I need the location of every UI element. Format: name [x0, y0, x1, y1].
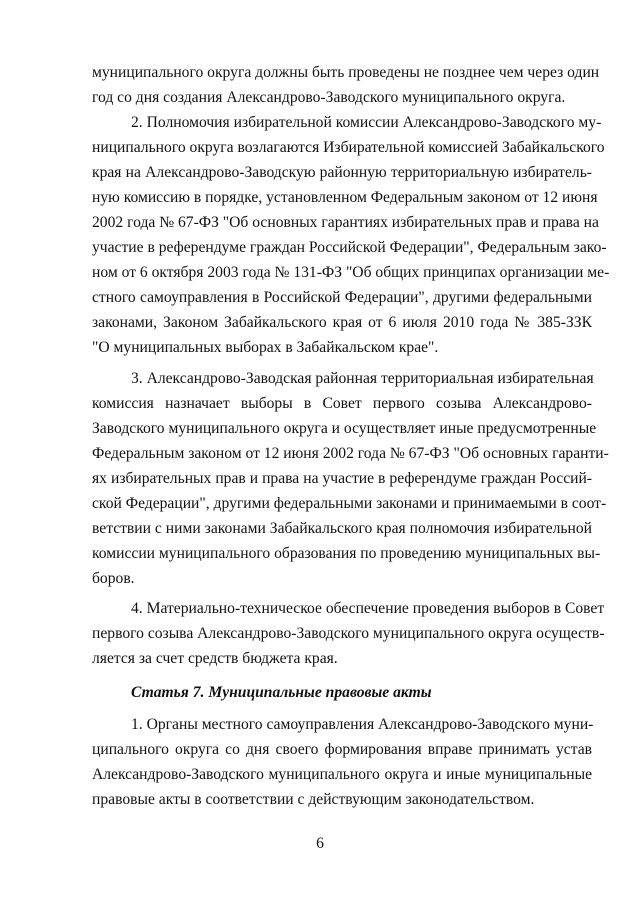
text-line: ляется за счет средств бюджета края. — [92, 650, 338, 667]
text-line: 3. Александрово-Заводская районная территориальная избирательная — [131, 370, 594, 387]
page-number: 6 — [316, 835, 324, 852]
text-line: стного самоуправления в Российской Федерации", другими федеральными — [92, 289, 592, 306]
text-line: участие в референдуме граждан Российской Федерации", Федеральным зако- — [92, 239, 607, 256]
text-line: 4. Материально-техническое обеспечение проведения выборов в Совет — [131, 600, 605, 617]
text-line: края на Александрово-Заводскую районную территориальную избиратель- — [92, 164, 592, 181]
text-line: 2002 года № 67-ФЗ "Об основных гарантиях избирательных прав и права на — [92, 214, 599, 231]
text-line: ветствии с ними законами Забайкальского края полномочия избирательной — [92, 520, 592, 537]
text-line: боров. — [92, 570, 135, 587]
text-line: ном от 6 октября 2003 года № 131-ФЗ "Об общих принципах организации ме- — [92, 264, 610, 281]
text-line: ную комиссию в порядке, установленном Федеральным законом от 12 июня — [92, 189, 598, 206]
text-line: правовые акты в соответствии с действующим законодательством. — [92, 791, 535, 808]
text-line: первого созыва Александрово-Заводского муниципального округа осуществ- — [92, 625, 605, 642]
text-line: ской Федерации", другими федеральными законами и принимаемыми в соот- — [92, 495, 607, 512]
text-line: комиссии муниципального образования по проведению муниципальных вы- — [92, 545, 601, 562]
text-line: Федеральным законом от 12 июня 2002 года № 67-ФЗ "Об основных гаранти- — [92, 445, 609, 462]
text-line: ципального округа со дня своего формирования вправе принимать устав — [92, 741, 592, 758]
text-line: "О муниципальных выборах в Забайкальском крае". — [92, 339, 439, 356]
text-line: 1. Органы местного самоуправления Александрово-Заводского муни- — [131, 716, 594, 733]
text-line: Заводского муниципального округа и осуществляет иные предусмотренные — [92, 420, 597, 437]
text-line: Александрово-Заводского муниципального округа и иные муниципальные — [92, 766, 592, 783]
text-line: комиссия назначает выборы в Совет первого созыва Александрово- — [92, 395, 592, 412]
text-line: ниципального округа возлагаются Избирательной комиссией Забайкальского — [92, 139, 605, 156]
text-line: ях избирательных прав и права на участие в референдуме граждан Россий- — [92, 470, 592, 487]
text-line: 2. Полномочия избирательной комиссии Александрово-Заводского му- — [131, 114, 602, 131]
text-line: муниципального округа должны быть проведены не позднее чем через один — [92, 64, 600, 81]
text-line: год со дня создания Александрово-Заводского муниципального округа. — [92, 89, 566, 106]
article-heading: Статья 7. Муниципальные правовые акты — [131, 684, 432, 701]
text-line: законами, Законом Забайкальского края от 6 июля 2010 года № 385-ЗЗК — [92, 314, 592, 331]
